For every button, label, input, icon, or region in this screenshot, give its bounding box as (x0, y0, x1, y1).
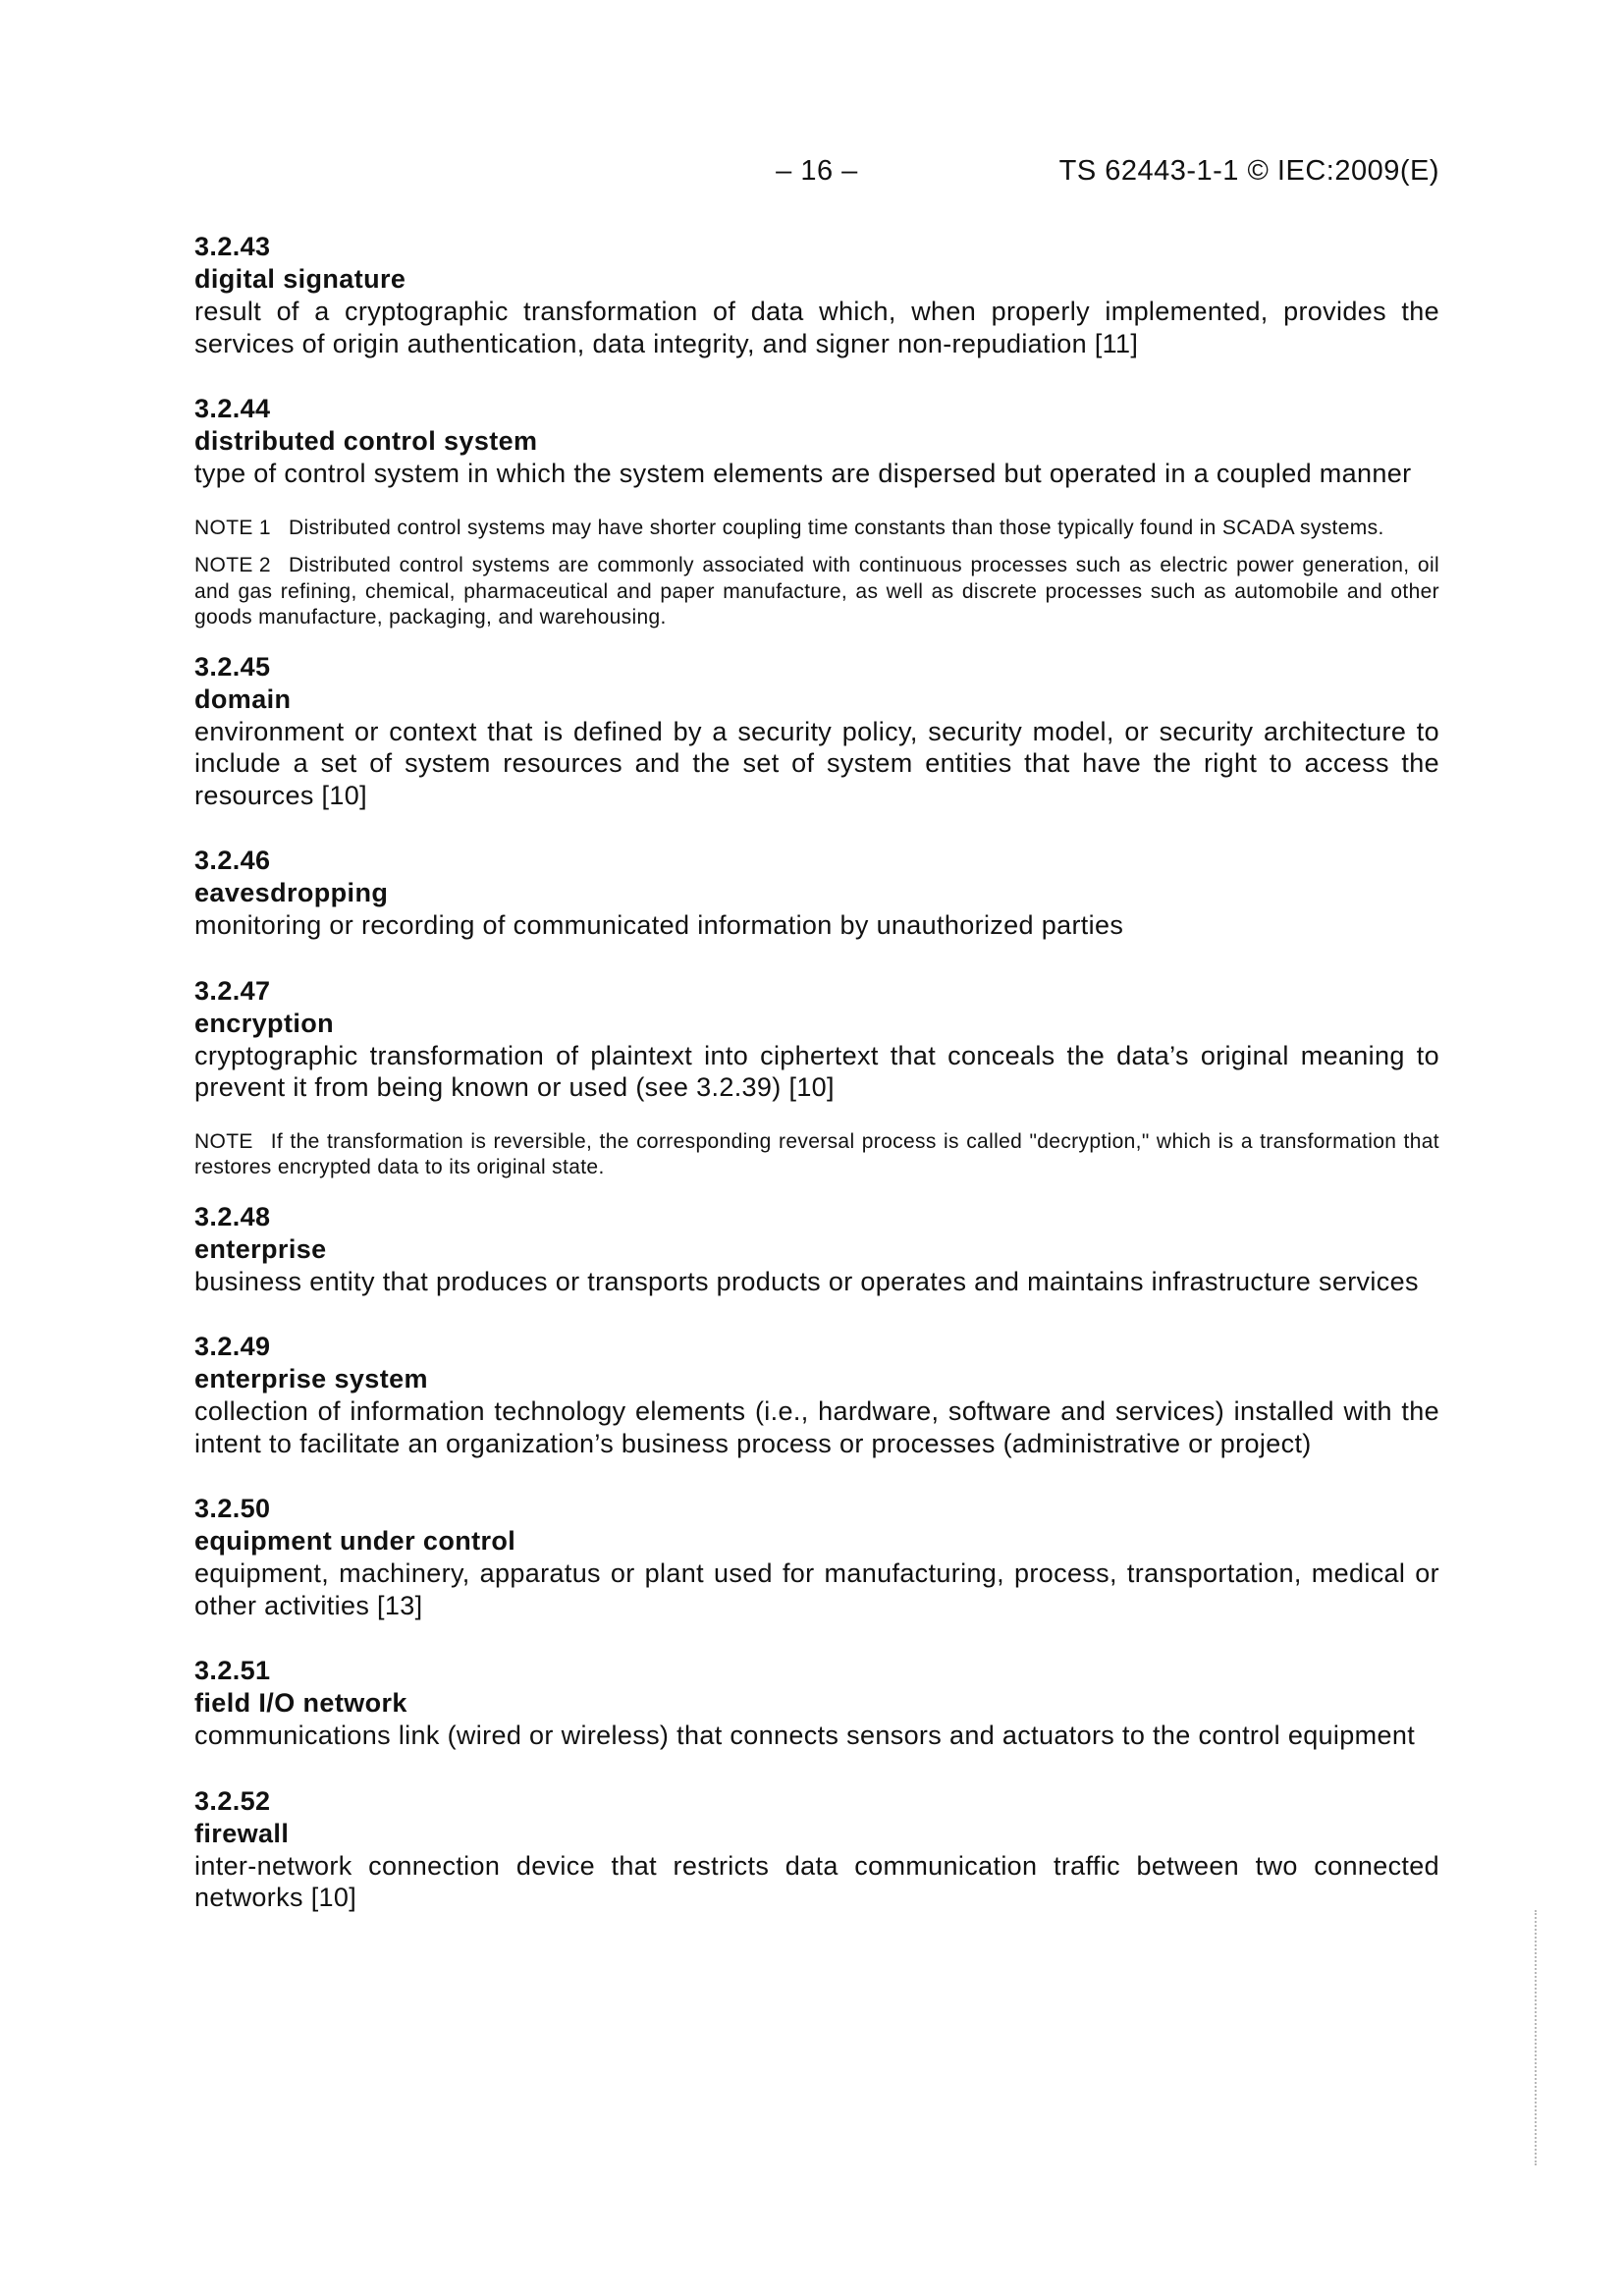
note-label: NOTE (194, 1129, 253, 1153)
note-label: NOTE 1 (194, 516, 271, 539)
term-entry-3-2-46 (194, 845, 1439, 942)
term-number: 3.2.49 (194, 1332, 271, 1361)
term-name: field I/O network (194, 1688, 407, 1718)
term-definition: type of control system in which the system elements are dispersed but operated in a coupled manner (194, 459, 1412, 488)
term-name: digital signature (194, 264, 406, 294)
term-name: domain (194, 683, 292, 714)
term-entry-3-2-51 (194, 1655, 1439, 1752)
term-definition: monitoring or recording of communicated information by unauthorized parties (194, 910, 1124, 940)
term-definition: communications link (wired or wireless) that connects sensors and actuators to the control equipment (194, 1721, 1416, 1750)
term-entry-3-2-43 (194, 231, 1439, 359)
term-entry-3-2-44 (194, 393, 1439, 631)
term-number: 3.2.50 (194, 1494, 271, 1523)
term-number: 3.2.46 (194, 846, 271, 875)
term-number: 3.2.52 (194, 1785, 271, 1816)
term-definition: equipment, machinery, apparatus or plant used for manufacturing, process, transportation, medical or other activities [13] (194, 1558, 1439, 1620)
note-label: NOTE 2 (194, 554, 271, 576)
term-note (194, 1129, 1439, 1181)
term-name: eavesdropping (194, 878, 389, 907)
term-number: 3.2.45 (194, 651, 271, 682)
term-definition: inter-network connection device that restricts data communication traffic between two connected networks [10] (194, 1850, 1439, 1912)
term-number: 3.2.44 (194, 394, 271, 423)
term-name: enterprise (194, 1233, 327, 1264)
term-definition: collection of information technology elements (i.e., hardware, software and services) installed with the intent to facilitate an organization’s business process or processes (administrative or project) (194, 1396, 1439, 1458)
term-number: 3.2.43 (194, 232, 271, 261)
term-definition: business entity that produces or transports products or operates and maintains infrastructure services (194, 1266, 1419, 1296)
term-note (194, 553, 1439, 631)
term-name: encryption (194, 1008, 335, 1038)
term-entry-3-2-52 (194, 1785, 1439, 1914)
term-entry-3-2-45 (194, 651, 1439, 812)
term-number: 3.2.48 (194, 1201, 271, 1231)
note-text: Distributed control systems may have shorter coupling time constants than those typically found in SCADA systems. (288, 516, 1384, 539)
page-number: – 16 – (776, 155, 858, 187)
term-name: distributed control system (194, 426, 538, 456)
term-name: firewall (194, 1818, 290, 1848)
term-note (194, 516, 1439, 542)
term-definition: environment or context that is defined by a security policy, security model, or security architecture to include a set of system resources and the set of system entities that have the right to access the resources [10] (194, 716, 1439, 810)
term-entry-3-2-47 (194, 975, 1439, 1181)
term-name: enterprise system (194, 1364, 428, 1394)
term-entry-3-2-50 (194, 1493, 1439, 1621)
terms-list (194, 231, 1439, 1914)
margin-dotted-mark (1535, 1910, 1540, 2165)
document-reference: TS 62443-1-1 © IEC:2009(E) (1058, 155, 1439, 187)
page-header (194, 155, 1439, 191)
term-definition: result of a cryptographic transformation of data which, when properly implemented, provides the services of origin authentication, data integrity, and signer non-repudiation [11] (194, 297, 1439, 358)
term-definition: cryptographic transformation of plaintext into ciphertext that conceals the data’s original meaning to prevent it from being known or used (see 3.2.39) [10] (194, 1040, 1439, 1102)
note-text: If the transformation is reversible, the corresponding reversal process is called "decryption," which is a transformation that restores encrypted data to its original state. (194, 1129, 1439, 1178)
term-name: equipment under control (194, 1526, 516, 1556)
term-entry-3-2-48 (194, 1201, 1439, 1298)
term-entry-3-2-49 (194, 1331, 1439, 1459)
note-text: Distributed control systems are commonly associated with continuous processes such as electric power generation, oil and gas refining, chemical, pharmaceutical and paper manufacture, as well as discrete processes such as automobile and other goods manufacture, packaging, and warehousing. (194, 554, 1439, 629)
term-number: 3.2.47 (194, 975, 271, 1006)
term-number: 3.2.51 (194, 1656, 271, 1685)
